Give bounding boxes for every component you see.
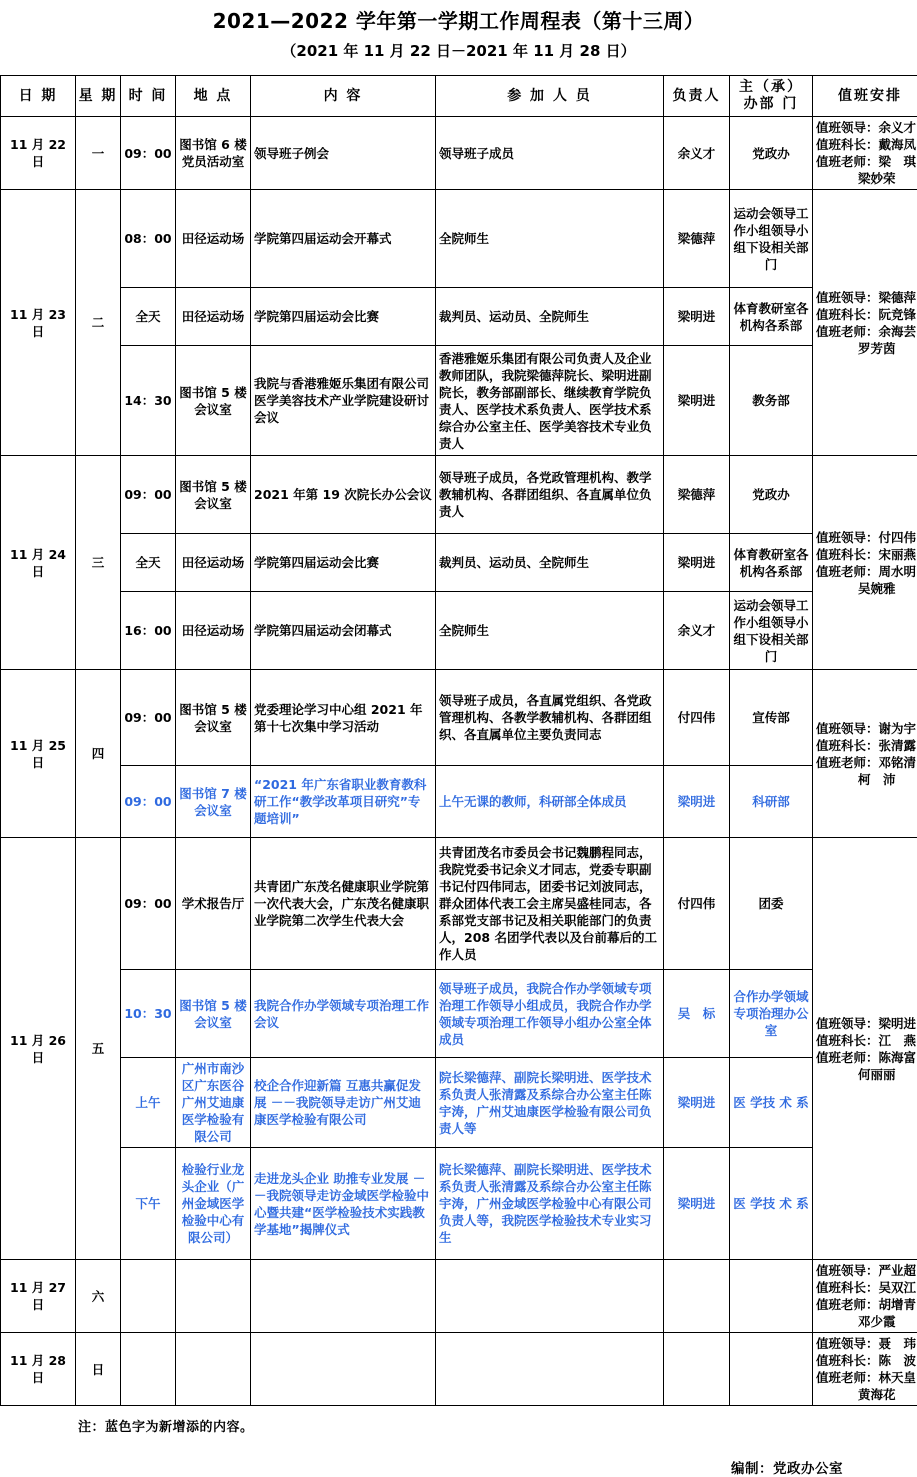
duty-teacher-2: 何丽丽 bbox=[816, 1066, 917, 1083]
cell-people bbox=[436, 1260, 664, 1333]
cell-weekday: 一 bbox=[76, 117, 121, 190]
cell-owner: 梁明进 bbox=[664, 766, 730, 838]
cell-duty-assignment bbox=[813, 670, 917, 838]
cell-people: 裁判员、运动员、全院师生 bbox=[436, 288, 664, 346]
cell-dept: 医 学技 术 系 bbox=[730, 1148, 813, 1260]
cell-owner: 梁德萍 bbox=[664, 456, 730, 534]
duty-section: 值班科长：江 燕 bbox=[816, 1032, 917, 1049]
table-row bbox=[1, 1333, 917, 1406]
duty-section: 值班科长：张清露 bbox=[816, 737, 917, 754]
cell-people: 共青团茂名市委员会书记魏鹏程同志，我院党委书记余义才同志，党委专职副书记付四伟同志，团委书记刘波同志，群众团体代表工会主席吴盛桂同志，各系部党支部书记及相关职能部门的负责人，208 名团学代表以及台前幕后的工作人员 bbox=[436, 838, 664, 970]
cell-people: 全院师生 bbox=[436, 592, 664, 670]
cell-content: 我院与香港雅姬乐集团有限公司医学美容技术产业学院建设研讨会议 bbox=[251, 346, 436, 456]
cell-time: 16：00 bbox=[121, 592, 176, 670]
cell-people: 院长梁德萍、副院长梁明进、医学技术系负责人张清露及系综合办公室主任陈宇涛，广州艾迪康医学检验有限公司负责人等 bbox=[436, 1058, 664, 1148]
cell-content: 走进龙头企业 助推专业发展 －－我院领导走访金域医学检验中心暨共建“医学检验技术实践教学基地”揭牌仪式 bbox=[251, 1148, 436, 1260]
cell-dept bbox=[730, 1260, 813, 1333]
cell-date: 11 月 22 日 bbox=[1, 117, 76, 190]
header-date: 日 期 bbox=[1, 76, 76, 117]
cell-owner: 梁明进 bbox=[664, 1148, 730, 1260]
cell-time: 09：00 bbox=[121, 766, 176, 838]
cell-content: 我院合作办学领域专项治理工作会议 bbox=[251, 970, 436, 1058]
duty-teacher-2: 黄海花 bbox=[816, 1386, 917, 1403]
table-row bbox=[1, 970, 917, 1058]
cell-people: 领导班子成员，我院合作办学领域专项治理工作领导小组成员，我院合作办学领域专项治理工作领导小组办公室全体成员 bbox=[436, 970, 664, 1058]
cell-duty-assignment bbox=[813, 190, 917, 456]
cell-time: 08：00 bbox=[121, 190, 176, 288]
duty-section: 值班科长：陈 波 bbox=[816, 1352, 917, 1369]
table-row bbox=[1, 592, 917, 670]
cell-content: 学院第四届运动会比赛 bbox=[251, 534, 436, 592]
cell-place: 田径运动场 bbox=[176, 534, 251, 592]
cell-place: 图书馆 5 楼会议室 bbox=[176, 670, 251, 766]
cell-people: 领导班子成员 bbox=[436, 117, 664, 190]
cell-dept: 医 学技 术 系 bbox=[730, 1058, 813, 1148]
cell-date: 11 月 23 日 bbox=[1, 190, 76, 456]
duty-teacher: 值班老师：胡增青 bbox=[816, 1296, 917, 1313]
duty-teacher: 值班老师：林天皇 bbox=[816, 1369, 917, 1386]
cell-owner: 付四伟 bbox=[664, 670, 730, 766]
cell-duty-assignment bbox=[813, 117, 917, 190]
cell-time: 14：30 bbox=[121, 346, 176, 456]
table-header-row bbox=[1, 76, 917, 117]
table-row bbox=[1, 1058, 917, 1148]
cell-weekday: 日 bbox=[76, 1333, 121, 1406]
cell-people bbox=[436, 1333, 664, 1406]
cell-dept: 合作办学领域专项治理办公室 bbox=[730, 970, 813, 1058]
cell-date: 11 月 26 日 bbox=[1, 838, 76, 1260]
legend-note: 注：蓝色字为新增添的内容。 bbox=[78, 1416, 917, 1435]
duty-teacher-2: 罗芳茵 bbox=[816, 340, 917, 357]
cell-weekday: 三 bbox=[76, 456, 121, 670]
table-row bbox=[1, 346, 917, 456]
cell-time: 10：30 bbox=[121, 970, 176, 1058]
cell-time bbox=[121, 1260, 176, 1333]
cell-date: 11 月 27 日 bbox=[1, 1260, 76, 1333]
cell-weekday: 六 bbox=[76, 1260, 121, 1333]
cell-time: 09：00 bbox=[121, 838, 176, 970]
cell-owner bbox=[664, 1333, 730, 1406]
cell-place: 广州市南沙区广东医谷广州艾迪康医学检验有限公司 bbox=[176, 1058, 251, 1148]
cell-owner: 梁明进 bbox=[664, 534, 730, 592]
duty-teacher-2: 梁妙荣 bbox=[816, 170, 917, 187]
cell-content: 2021 年第 19 次院长办公会议 bbox=[251, 456, 436, 534]
cell-weekday: 二 bbox=[76, 190, 121, 456]
page-subtitle: （2021 年 11 月 22 日－2021 年 11 月 28 日） bbox=[0, 34, 917, 61]
duty-leader: 值班领导：梁明进 bbox=[816, 1015, 917, 1032]
weekly-schedule-table bbox=[0, 75, 917, 1406]
table-row bbox=[1, 1260, 917, 1333]
cell-owner: 梁明进 bbox=[664, 346, 730, 456]
cell-people: 领导班子成员，各直属党组织、各党政管理机构、各教学教辅机构、各群团组织、各直属单位主要负责同志 bbox=[436, 670, 664, 766]
cell-place bbox=[176, 1333, 251, 1406]
cell-place: 田径运动场 bbox=[176, 288, 251, 346]
cell-content bbox=[251, 1260, 436, 1333]
header-duty: 值班安排 bbox=[813, 76, 917, 117]
cell-time: 09：00 bbox=[121, 456, 176, 534]
cell-content: 学院第四届运动会开幕式 bbox=[251, 190, 436, 288]
cell-dept: 运动会领导工作小组领导小组下设相关部门 bbox=[730, 592, 813, 670]
cell-dept: 科研部 bbox=[730, 766, 813, 838]
cell-time: 09：00 bbox=[121, 117, 176, 190]
cell-dept: 宣传部 bbox=[730, 670, 813, 766]
header-time: 时 间 bbox=[121, 76, 176, 117]
cell-dept bbox=[730, 1333, 813, 1406]
duty-section: 值班科长：吴双江 bbox=[816, 1279, 917, 1296]
cell-duty-assignment bbox=[813, 456, 917, 670]
cell-content: 共青团广东茂名健康职业学院第一次代表大会，广东茂名健康职业学院第二次学生代表大会 bbox=[251, 838, 436, 970]
cell-time: 下午 bbox=[121, 1148, 176, 1260]
cell-time: 全天 bbox=[121, 534, 176, 592]
cell-owner: 梁明进 bbox=[664, 288, 730, 346]
cell-duty-assignment bbox=[813, 1333, 917, 1406]
cell-content: “2021 年广东省职业教育教科研工作“教学改革项目研究”专题培训” bbox=[251, 766, 436, 838]
header-people: 参 加 人 员 bbox=[436, 76, 664, 117]
cell-date: 11 月 24 日 bbox=[1, 456, 76, 670]
header-owner: 负责人 bbox=[664, 76, 730, 117]
table-row bbox=[1, 534, 917, 592]
duty-teacher-2: 吴婉雅 bbox=[816, 580, 917, 597]
cell-people: 领导班子成员，各党政管理机构、教学教辅机构、各群团组织、各直属单位负责人 bbox=[436, 456, 664, 534]
table-row bbox=[1, 117, 917, 190]
cell-content: 领导班子例会 bbox=[251, 117, 436, 190]
cell-place bbox=[176, 1260, 251, 1333]
cell-content: 学院第四届运动会比赛 bbox=[251, 288, 436, 346]
cell-date: 11 月 28 日 bbox=[1, 1333, 76, 1406]
cell-duty-assignment bbox=[813, 1260, 917, 1333]
cell-duty-assignment bbox=[813, 838, 917, 1260]
cell-people: 裁判员、运动员、全院师生 bbox=[436, 534, 664, 592]
table-row bbox=[1, 670, 917, 766]
header-place: 地 点 bbox=[176, 76, 251, 117]
duty-section: 值班科长：宋丽燕 bbox=[816, 546, 917, 563]
duty-section: 值班科长：阮竞锋 bbox=[816, 306, 917, 323]
cell-dept: 教务部 bbox=[730, 346, 813, 456]
cell-place: 图书馆 5 楼会议室 bbox=[176, 970, 251, 1058]
cell-owner: 余义才 bbox=[664, 117, 730, 190]
duty-teacher-2: 邓少霞 bbox=[816, 1313, 917, 1330]
duty-teacher: 值班老师：邓铭清 bbox=[816, 754, 917, 771]
cell-date: 11 月 25 日 bbox=[1, 670, 76, 838]
cell-time: 09：00 bbox=[121, 670, 176, 766]
header-dept: 主（承）办部 门 bbox=[730, 76, 813, 117]
cell-weekday: 五 bbox=[76, 838, 121, 1260]
cell-weekday: 四 bbox=[76, 670, 121, 838]
cell-dept: 团委 bbox=[730, 838, 813, 970]
duty-teacher: 值班老师：周水明 bbox=[816, 563, 917, 580]
duty-teacher-2: 柯 沛 bbox=[816, 771, 917, 788]
cell-people: 香港雅姬乐集团有限公司负责人及企业教师团队，我院梁德萍院长、梁明进副院长，教务部副部长、继续教育学院负责人、医学技术系负责人、医学技术系综合办公室主任、医学美容技术专业负责人 bbox=[436, 346, 664, 456]
cell-owner: 付四伟 bbox=[664, 838, 730, 970]
cell-place: 图书馆 6 楼党员活动室 bbox=[176, 117, 251, 190]
table-row bbox=[1, 288, 917, 346]
table-row bbox=[1, 190, 917, 288]
cell-owner: 梁德萍 bbox=[664, 190, 730, 288]
cell-people: 全院师生 bbox=[436, 190, 664, 288]
cell-content: 党委理论学习中心组 2021 年第十七次集中学习活动 bbox=[251, 670, 436, 766]
duty-leader: 值班领导：聂 玮 bbox=[816, 1335, 917, 1352]
cell-dept: 党政办 bbox=[730, 456, 813, 534]
cell-time: 上午 bbox=[121, 1058, 176, 1148]
cell-dept: 体育教研室各机构各系部 bbox=[730, 534, 813, 592]
cell-place: 学术报告厅 bbox=[176, 838, 251, 970]
cell-people: 院长梁德萍、副院长梁明进、医学技术系负责人张清露及系综合办公室主任陈宇涛，广州金域医学检验中心有限公司负责人等，我院医学检验技术专业实习生 bbox=[436, 1148, 664, 1260]
cell-place: 图书馆 5 楼会议室 bbox=[176, 346, 251, 456]
page-title: 2021—2022 学年第一学期工作周程表（第十三周） bbox=[0, 0, 917, 34]
cell-people: 上午无课的教师，科研部全体成员 bbox=[436, 766, 664, 838]
cell-dept: 党政办 bbox=[730, 117, 813, 190]
duty-teacher: 值班老师：梁 琪 bbox=[816, 153, 917, 170]
duty-leader: 值班领导：余义才 bbox=[816, 119, 917, 136]
cell-owner: 余义才 bbox=[664, 592, 730, 670]
cell-owner: 梁明进 bbox=[664, 1058, 730, 1148]
cell-content bbox=[251, 1333, 436, 1406]
header-content: 内 容 bbox=[251, 76, 436, 117]
cell-dept: 体育教研室各机构各系部 bbox=[730, 288, 813, 346]
duty-section: 值班科长：戴海凤 bbox=[816, 136, 917, 153]
cell-owner bbox=[664, 1260, 730, 1333]
duty-leader: 值班领导：梁德萍 bbox=[816, 289, 917, 306]
cell-time bbox=[121, 1333, 176, 1406]
cell-content: 校企合作迎新篇 互惠共赢促发展 －－我院领导走访广州艾迪康医学检验有限公司 bbox=[251, 1058, 436, 1148]
duty-leader: 值班领导：付四伟 bbox=[816, 529, 917, 546]
duty-leader: 值班领导：谢为宇 bbox=[816, 720, 917, 737]
footer-credit: 编制：党政办公室 bbox=[0, 1457, 843, 1477]
table-row bbox=[1, 456, 917, 534]
cell-owner: 吴 标 bbox=[664, 970, 730, 1058]
header-weekday: 星 期 bbox=[76, 76, 121, 117]
cell-place: 田径运动场 bbox=[176, 190, 251, 288]
cell-place: 图书馆 5 楼会议室 bbox=[176, 456, 251, 534]
cell-dept: 运动会领导工作小组领导小组下设相关部门 bbox=[730, 190, 813, 288]
table-row bbox=[1, 766, 917, 838]
table-row bbox=[1, 838, 917, 970]
cell-content: 学院第四届运动会闭幕式 bbox=[251, 592, 436, 670]
table-row bbox=[1, 1148, 917, 1260]
duty-teacher: 值班老师：余海芸 bbox=[816, 323, 917, 340]
cell-place: 检验行业龙头企业（广州金域医学检验中心有限公司） bbox=[176, 1148, 251, 1260]
duty-teacher: 值班老师：陈海富 bbox=[816, 1049, 917, 1066]
cell-place: 田径运动场 bbox=[176, 592, 251, 670]
cell-place: 图书馆 7 楼会议室 bbox=[176, 766, 251, 838]
duty-leader: 值班领导：严业超 bbox=[816, 1262, 917, 1279]
cell-time: 全天 bbox=[121, 288, 176, 346]
